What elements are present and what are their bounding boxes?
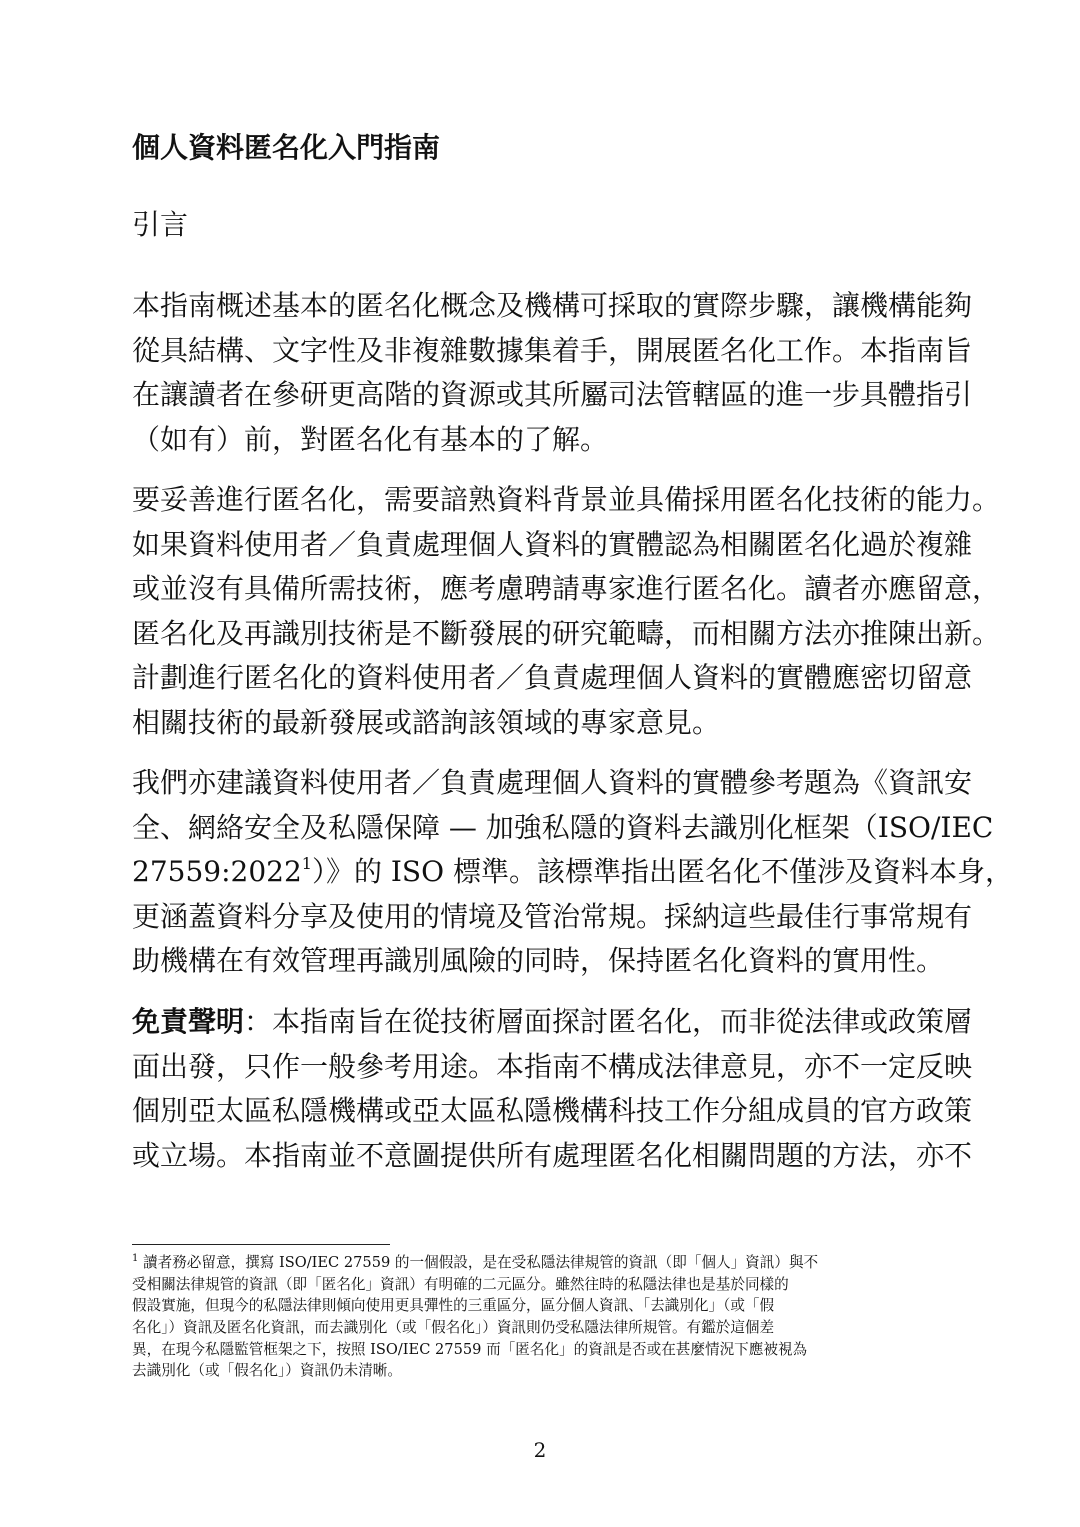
footnote-line: 異，在現今私隱監管框架之下，按照 ISO/IEC 27559 而「匿名化」的資訊是否或在甚麼情況下應被視為	[132, 1340, 808, 1358]
paragraph-disclaimer	[132, 1000, 973, 1178]
paragraph-line: 我們亦建議資料使用者／負責處理個人資料的實體參考題為《資訊安	[132, 766, 973, 799]
paragraph-line: 本指南概述基本的匿名化概念及機構可採取的實際步驟，讓機構能夠	[132, 289, 973, 322]
paragraph-line: 在讓讀者在參研更高階的資源或其所屬司法管轄區的進一步具體指引	[132, 378, 973, 411]
paragraph-line	[132, 850, 1013, 895]
footnote-line: 受相關法律規管的資訊（即「匿名化」資訊）有明確的二元區分。雖然往時的私隱法律也是基於同樣的	[132, 1275, 789, 1293]
footnote-line: 假設實施，但現今的私隱法律則傾向使用更具彈性的三重區分，區分個人資訊、「去識別化」（或「假	[132, 1297, 775, 1315]
paragraph-line: 從具結構、文字性及非複雜數據集着手，開展匿名化工作。本指南旨	[132, 333, 973, 367]
paragraph-overview	[132, 284, 973, 462]
paragraph-line: 面出發，只作一般參考用途。本指南不構成法律意見，亦不一定反映	[132, 1049, 973, 1083]
paragraph-line: 匿名化及再識別技術是不斷發展的研究範疇，而相關方法亦推陳出新。	[132, 616, 1001, 650]
section-heading-introduction: 引言	[132, 208, 189, 241]
footnote-divider	[132, 1244, 390, 1245]
paragraph-line: 更涵蓋資料分享及使用的情境及管治常規。採納這些最佳行事常規有	[132, 899, 973, 933]
footnote-reference[interactable]: 1	[301, 854, 312, 873]
paragraph-line: 或並沒有具備所需技術，應考慮聘請專家進行匿名化。讀者亦應留意，	[132, 572, 1001, 605]
paragraph-line: （如有）前，對匿名化有基本的了解。	[132, 422, 609, 456]
paragraph-expertise	[132, 478, 1001, 745]
footnote-line: 名化」）資訊及匿名化資訊，而去識別化（或「假名化」）資訊則仍受私隱法律所規管。有鑑於這個差	[132, 1319, 775, 1337]
footnote-line: $^1$ 讀者務必留意，撰寫 ISO/IEC 27559 的一個假設，是在受私隱法律規管的資訊（即「個人」資訊）與不	[132, 1253, 819, 1271]
paragraph-line: 助機構在有效管理再識別風險的同時，保持匿名化資料的實用性。	[132, 944, 945, 977]
paragraph-line: 計劃進行匿名化的資料使用者／負責處理個人資料的實體應密切留意	[132, 661, 973, 694]
paragraph-iso-standard	[132, 761, 1013, 984]
document-title: 個人資料匿名化入門指南	[132, 131, 441, 164]
page-number: 2	[533, 1438, 547, 1462]
iso-code-text: 27559:2022	[132, 855, 302, 888]
disclaimer-label: 免責聲明	[132, 1005, 245, 1038]
footnote	[132, 1252, 962, 1382]
iso-line-rest: ）》的 ISO 標準。該標準指出匿名化不僅涉及資料本身，	[311, 855, 1013, 888]
paragraph-line	[132, 1000, 973, 1045]
footnote-marker: 1	[132, 1253, 139, 1264]
footnote-line: 去識別化（或「假名化」）資訊仍未清晰。	[132, 1362, 402, 1380]
paragraph-line: 要妥善進行匿名化，需要諳熟資料背景並具備採用匿名化技術的能力。	[132, 483, 1001, 516]
paragraph-line: 或立場。本指南並不意圖提供所有處理匿名化相關問題的方法，亦不	[132, 1138, 973, 1172]
paragraph-line: 個別亞太區私隱機構或亞太區私隱機構科技工作分組成員的官方政策	[132, 1094, 973, 1127]
paragraph-line: 相關技術的最新發展或諮詢該領域的專家意見。	[132, 705, 721, 739]
paragraph-line: 全、網絡安全及私隱保障 — 加強私隱的資料去識別化框架（ISO/IEC	[132, 810, 994, 844]
paragraph-line: 如果資料使用者／負責處理個人資料的實體認為相關匿名化過於複雜	[132, 527, 973, 561]
disclaimer-text: ：本指南旨在從技術層面探討匿名化，而非從法律或政策層	[244, 1005, 973, 1038]
